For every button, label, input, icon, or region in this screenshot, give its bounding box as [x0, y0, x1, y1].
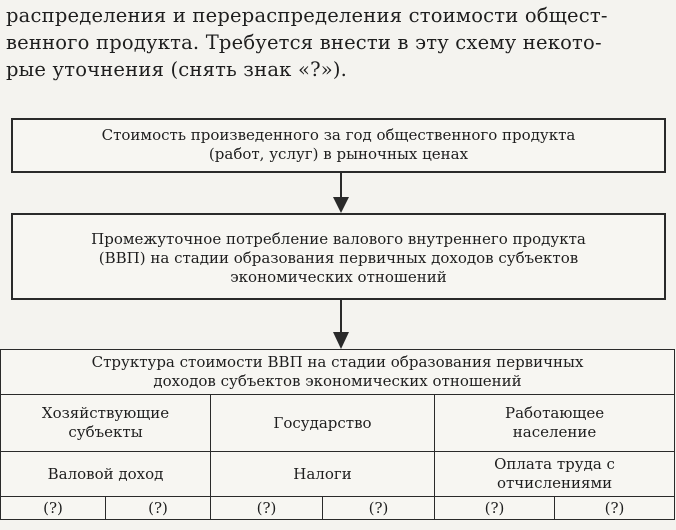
- wages-cell: [435, 452, 675, 497]
- gdp-structure-table: [0, 349, 675, 520]
- cell-line: субъекты: [68, 423, 143, 441]
- unknown-cell: (?): [1, 497, 106, 520]
- header-line: Структура стоимости ВВП на стадии образования первичных: [91, 353, 584, 371]
- header-line: доходов субъектов экономических отношений: [153, 372, 522, 390]
- box-line: Стоимость произведенного за год общественного продукта: [101, 126, 576, 144]
- business-entities-cell: [1, 395, 211, 452]
- state-cell: [211, 395, 435, 452]
- intro-line: распределения и перераспределения стоимости общест-: [6, 4, 608, 27]
- unknown-cell: (?): [211, 497, 323, 520]
- taxes-cell: [211, 452, 435, 497]
- cell-line: Хозяйствующие: [41, 404, 170, 422]
- intermediate-consumption-box: [11, 213, 666, 300]
- box-line: экономических отношений: [230, 268, 447, 286]
- cell-line: Налоги: [293, 464, 352, 483]
- cell-line: Оплата труда с: [494, 455, 615, 473]
- product-value-box: [11, 118, 666, 173]
- box-line: (работ, услуг) в рыночных ценах: [208, 145, 469, 163]
- box-line: (ВВП) на стадии образования первичных доходов субъектов: [98, 249, 579, 267]
- unknown-cell: (?): [555, 497, 675, 520]
- cell-line: отчислениями: [496, 474, 613, 492]
- intro-line: венного продукта. Требуется внести в эту схему некото-: [6, 31, 602, 54]
- intro-line: рые уточнения (снять знак «?»).: [6, 58, 348, 81]
- unknown-cell: (?): [106, 497, 211, 520]
- unknown-cell: (?): [435, 497, 555, 520]
- working-population-cell: [435, 395, 675, 452]
- cell-line: Работающее: [504, 404, 605, 422]
- down-arrow-icon: [331, 173, 351, 213]
- cell-line: население: [512, 423, 597, 441]
- intro-paragraph: [6, 2, 671, 83]
- cell-line: Государство: [273, 413, 372, 432]
- unknown-cell: (?): [323, 497, 435, 520]
- table-header: [1, 350, 675, 395]
- gross-income-cell: [1, 452, 211, 497]
- box-line: Промежуточное потребление валового внутреннего продукта: [91, 230, 586, 248]
- cell-line: Валовой доход: [47, 464, 164, 483]
- down-arrow-icon: [331, 300, 351, 349]
